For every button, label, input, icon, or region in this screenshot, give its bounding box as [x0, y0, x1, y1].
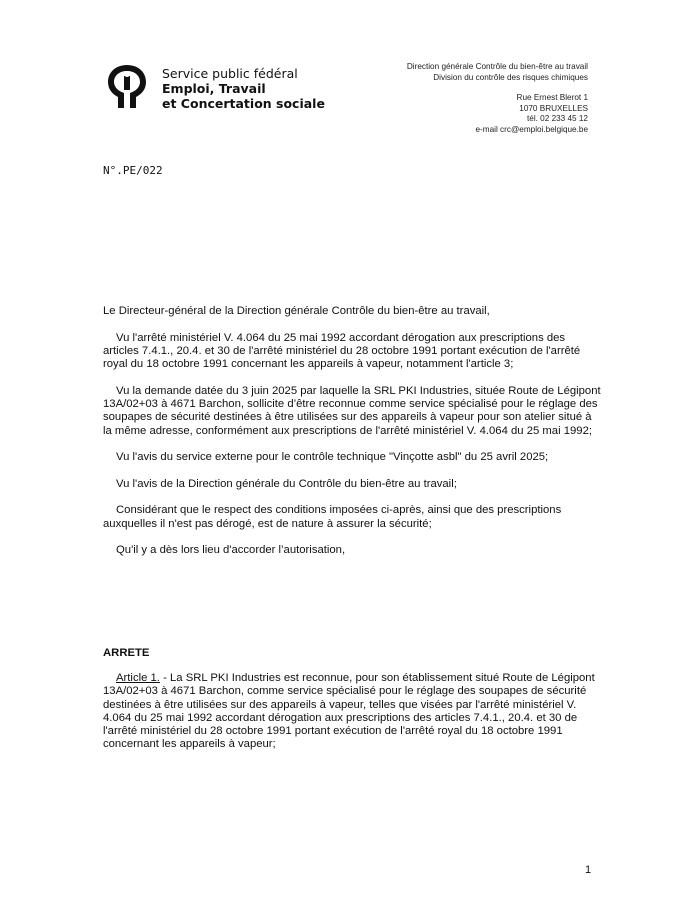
department-block: [407, 62, 588, 83]
addr-street: Rue Ernest Blerot 1: [516, 93, 588, 102]
page-number: 1: [585, 864, 592, 876]
paragraph-dg-opinion: Vu l'avis de la Direction générale du Contrôle du bien-être au travail;: [116, 477, 457, 490]
article-1-text: - La SRL PKI Industries est reconnue, pour son établissement situé Route de Légipont 13A/02+03 à 4671 Barchon, comme service spécialisé pour le réglage des soupapes de sécurité destinées à être utilisées sur des appareils à vapeur, telles que visées par l'arrêté ministériel V. 4.064 du 25 mai 1992 accordant dérogation aux prescriptions des articles 7.4.1., 20.4. et 30 de l'arrêté ministériel du 28 octobre 1991 portant exécution de l'arrêté royal du 18 octobre 1991 concernant les appareils à vapeur;: [103, 672, 595, 751]
addr-email: e-mail crc@emploi.belgique.be: [475, 124, 588, 134]
org-line-2: Emploi, Travail: [162, 81, 266, 96]
paragraph-director: Le Directeur-général de la Direction générale Contrôle du bien-être au travail,: [103, 305, 490, 317]
org-line-1: Service public fédéral: [162, 66, 298, 81]
spf-emploi-logo: [104, 62, 150, 110]
paragraph-considering: Considérant que le respect des conditions imposées ci-après, ainsi que des prescriptions auxquelles il n'est pas dérogé, est de nature à assurer la sécurité;: [103, 504, 562, 530]
paragraph-conclusion: Qu'il y a dès lors lieu d'accorder l’autorisation,: [116, 544, 346, 557]
organization-name: [162, 66, 325, 111]
addr-city: 1070 BRUXELLES: [519, 103, 588, 113]
addr-phone: tél. 02 233 45 12: [526, 114, 588, 123]
decision-preamble: [103, 305, 603, 571]
article-1: [103, 672, 603, 752]
dept-line-1: Direction générale Contrôle du bien-être au travail: [406, 62, 588, 71]
org-line-3: et Concertation sociale: [162, 96, 325, 111]
address-block: [475, 93, 588, 135]
dept-line-2: Division du contrôle des risques chimiques: [433, 72, 588, 82]
reference-number: N°.PE/022: [103, 164, 163, 177]
paragraph-ministerial-decree: Vu l'arrêté ministériel V. 4.064 du 25 mai 1992 accordant dérogation aux prescriptions des articles 7.4.1., 20.4. et 30 de l'arrêté ministériel du 28 octobre 1991 portant exécution de l'arrêté royal du 18 octobre 1991 concernant les appareils à vapeur, notamment l'article 3;: [103, 331, 581, 371]
article-1-label: Article 1.: [116, 672, 160, 684]
arrete-heading: ARRETE: [103, 647, 150, 659]
paragraph-external-opinion: Vu l'avis du service externe pour le contrôle technique "Vinçotte asbl" du 25 avril 2025;: [116, 451, 549, 464]
paragraph-request: Vu la demande datée du 3 juin 2025 par laquelle la SRL PKI Industries, située Route de Légipont 13A/02+03 à 4671 Barchon, sollicite d’être reconnue comme service spécialisé pour le réglage des soupapes de sécurité destinées à être utilisées sur des appareils à vapeur pour son atelier situé à la même adresse, conformément aux prescriptions de l'arrêté ministériel V. 4.064 du 25 mai 1992;: [103, 384, 601, 437]
